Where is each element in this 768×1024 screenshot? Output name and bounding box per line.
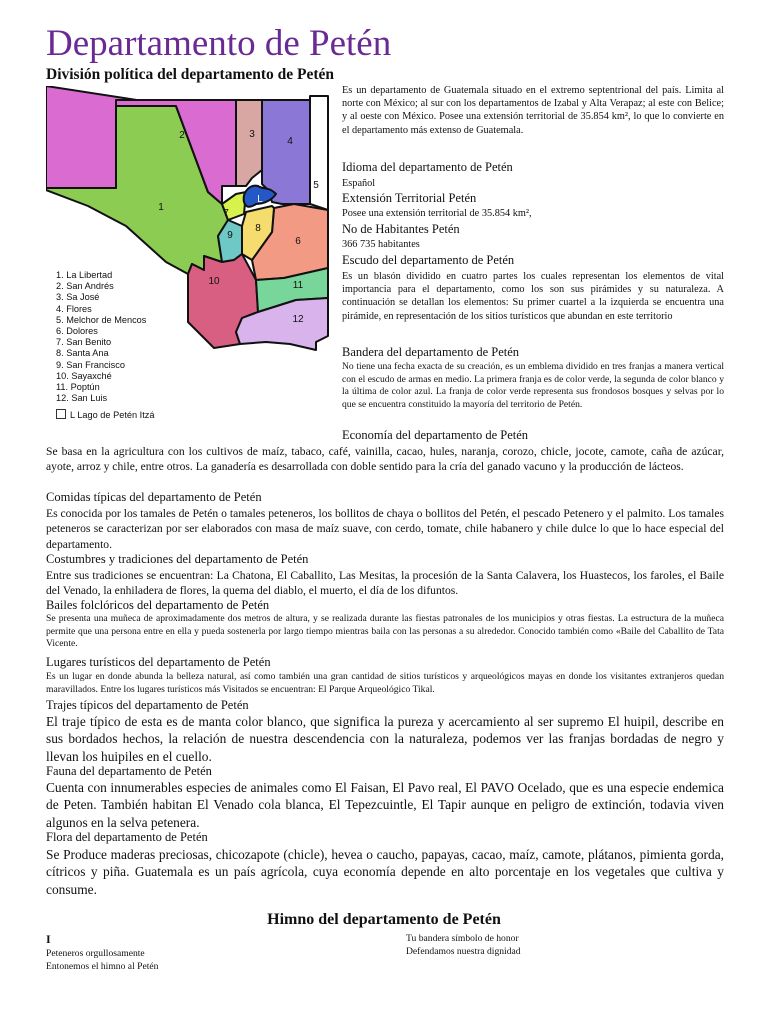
legend-item: 7. San Benito: [56, 337, 112, 348]
legend-item: 9. San Francisco: [56, 359, 125, 370]
escudo-text: Es un blasón dividido en cuatro partes los cuales representan los elementos de vital importancia para el departamento, como los son sus pirámides y su naturaleza. A continuación se detallan los elementos: Su primer cuartel a la izquierda se encuentra una pirámide, en representación de los sitios turísticos que abundan en este territorio: [342, 271, 724, 322]
hymn-line: Tu bandera símbolo de honor: [406, 933, 519, 944]
map-region-label: 11: [292, 280, 304, 291]
map-region-label: 2: [179, 130, 185, 141]
map-region-3: [236, 100, 262, 186]
flora-text: Se Produce maderas preciosas, chicozapote (chicle), hevea o caucho, papayas, cacao, maíz, camote, plátanos, pimienta gorda, cítricos y piña. Guatemala es un país agrícola, cuya economía depende en alto porcentaje en los vegetales que cultiva y consume.: [46, 847, 724, 897]
map-region-label: 12: [292, 314, 304, 325]
map-region-label: 10: [208, 276, 220, 287]
extension-text: Posee una extensión territorial de 35.854 km²,: [342, 208, 532, 219]
bandera-text: No tiene una fecha exacta de su creación, es un emblema dividido en tres franjas a manera vertical con el escudo de armas en medio. La primera franja es de color verde, la segunda de color blanco y la última de color azul. La franja de color verde representa sus frondosos bosques y selvas por lo que se encuentra constituido la mayoría del territorio de Petén.: [342, 361, 724, 410]
hymn-line: Entonemos el himno al Petén: [46, 961, 159, 973]
idioma-heading: Idioma del departamento de Petén: [342, 160, 513, 174]
hymn-title: Himno del departamento de Petén: [267, 911, 501, 928]
page-title: Departamento de Petén: [46, 23, 392, 64]
legend-item: 8. Santa Ana: [56, 348, 109, 359]
legend-lake: [56, 409, 206, 421]
economia-text: Se basa en la agricultura con los cultivos de maíz, tabaco, café, vainilla, cacao, hules, naranja, corozo, chicle, jocote, camote, caña de azúcar, ayote, arroz y chile, entre otros. La ganadería es desarrollada con doble sentido para la cría del ganado vacuno y la producción de lácteos.: [46, 445, 724, 474]
costumbres-heading: Costumbres y tradiciones del departamento de Petén: [46, 552, 309, 566]
legend-item: 1. La Libertad: [56, 270, 113, 280]
costumbres-text: Entre sus tradiciones se encuentran: La Chatona, El Caballito, Las Mesitas, la procesión de la Santa Calavera, los Huastecos, los faroles, el Baile del Venado, la enhiladera de flores, la quema del diablo, el muerto, el día de los difuntos.: [46, 569, 724, 598]
habitantes-text: 366 735 habitantes: [342, 239, 420, 250]
map-region-label: 5: [313, 180, 319, 191]
bandera-heading: Bandera del departamento de Petén: [342, 345, 520, 359]
intro-text: Es un departamento de Guatemala situado en el extremo septentrional del país. Limita al norte con México; al sur con los departamentos de Izabal y Alta Verapaz; al este con Belice; y al oeste con México. Posee una extensión territorial de 35.854 km², lo que lo convierte en el departamento más extenso de Guatemala.: [342, 85, 724, 136]
map-region-label: 7: [223, 208, 229, 219]
bailes-text: Se presenta una muñeca de aproximadamente dos metros de altura, y se realizada durante las fiestas patronales de los municipios y otras fiestas. La estructura de la muñeca permite que una persona entre en ella y pueda sostenerla por largo tiempo mientras baila con las personas a su alrededor. Conocido también como «Baile del Caballito de Tata Vicente.: [46, 613, 724, 650]
habitantes-heading: No de Habitantes Petén: [342, 222, 460, 236]
legend-item: 12. San Luis: [56, 393, 108, 404]
escudo-heading: Escudo del departamento de Petén: [342, 253, 515, 267]
hymn-line: Defendamos nuestra dignidad: [406, 946, 521, 958]
hymn-stanza-number: I: [46, 932, 51, 946]
map-region-label: L: [257, 194, 263, 205]
legend-item: 11. Poptún: [56, 382, 100, 393]
map-region-label: 4: [287, 136, 293, 147]
map-region-label: 9: [227, 230, 233, 241]
comidas-text: Es conocida por los tamales de Petén o tamales peteneros, los bollitos de chaya o bollitos del Petén, el pescado Petenero y el palmito. Los tamales peteneros se caracterizan por ser elaborados con masa de maíz suave, con cerdo, tomate, chile habanero y chile dulce lo que lo hace especial del departamento.: [46, 507, 724, 551]
lugares-heading: Lugares turísticos del departamento de Petén: [46, 655, 271, 669]
trajes-heading: Trajes típicos del departamento de Petén: [46, 698, 249, 712]
fauna-heading: Fauna del departamento de Petén: [46, 764, 212, 778]
legend-lake-label: L Lago de Petén Itzá: [70, 410, 155, 421]
hymn-right-column: [406, 932, 521, 958]
map-region-label: 1: [158, 202, 164, 213]
flora-heading: Flora del departamento de Petén: [46, 830, 208, 844]
lake-swatch-icon: [56, 409, 66, 419]
legend-item: 3. Sa José: [56, 292, 100, 303]
fauna-text: Cuenta con innumerables especies de animales como El Faisan, El Pavo real, El PAVO Ocelado, que es una especie endemica de Peten. También habitan El Venado cola blanca, El Tepezcuintle, El Tapir aunque en peligro de extinción, todavia viven algunos en la selva petenera.: [46, 780, 724, 830]
legend-item: 10. Sayaxché: [56, 370, 112, 381]
trajes-text: El traje típico de esta es de manta color blanco, que significa la pureza y acercamiento al ser supremo El huipil, describe en sus bordados hechos, la relación de nuestra descendencia con la naturaleza, podemos ver las franjas bordadas de negro y llevan los huipiles en el cuello.: [46, 714, 724, 764]
map-region-label: 6: [295, 236, 301, 247]
map-legend: [56, 270, 206, 422]
bailes-heading: Bailes folclóricos del departamento de Petén: [46, 598, 270, 612]
map-region-5: [310, 96, 328, 210]
comidas-heading: Comidas típicas del departamento de Petén: [46, 490, 262, 504]
hymn-line: Peteneros orgullosamente: [46, 948, 145, 959]
economia-heading: Economía del departamento de Petén: [342, 428, 529, 442]
map-region-label: 8: [255, 223, 261, 234]
extension-heading: Extensión Territorial Petén: [342, 191, 477, 205]
map-caption: División política del departamento de Petén: [46, 66, 335, 83]
hymn-left-column: [46, 932, 158, 973]
legend-item: 6. Dolores: [56, 326, 98, 337]
legend-item: 2. San Andrés: [56, 281, 114, 292]
idioma-text: Español: [342, 178, 376, 189]
legend-item: 5. Melchor de Mencos: [56, 314, 147, 325]
lugares-text: Es un lugar en donde abunda la belleza natural, así como también una gran cantidad de sitios turísticos y arqueológicos mayas en donde los visitantes extranjeros quedan maravillados. Entre los lugares turísticos más Visitados se encuentran: El Parque Arqueológico Tikal.: [46, 671, 724, 695]
map-region-label: 3: [249, 129, 255, 140]
legend-item: 4. Flores: [56, 303, 92, 314]
